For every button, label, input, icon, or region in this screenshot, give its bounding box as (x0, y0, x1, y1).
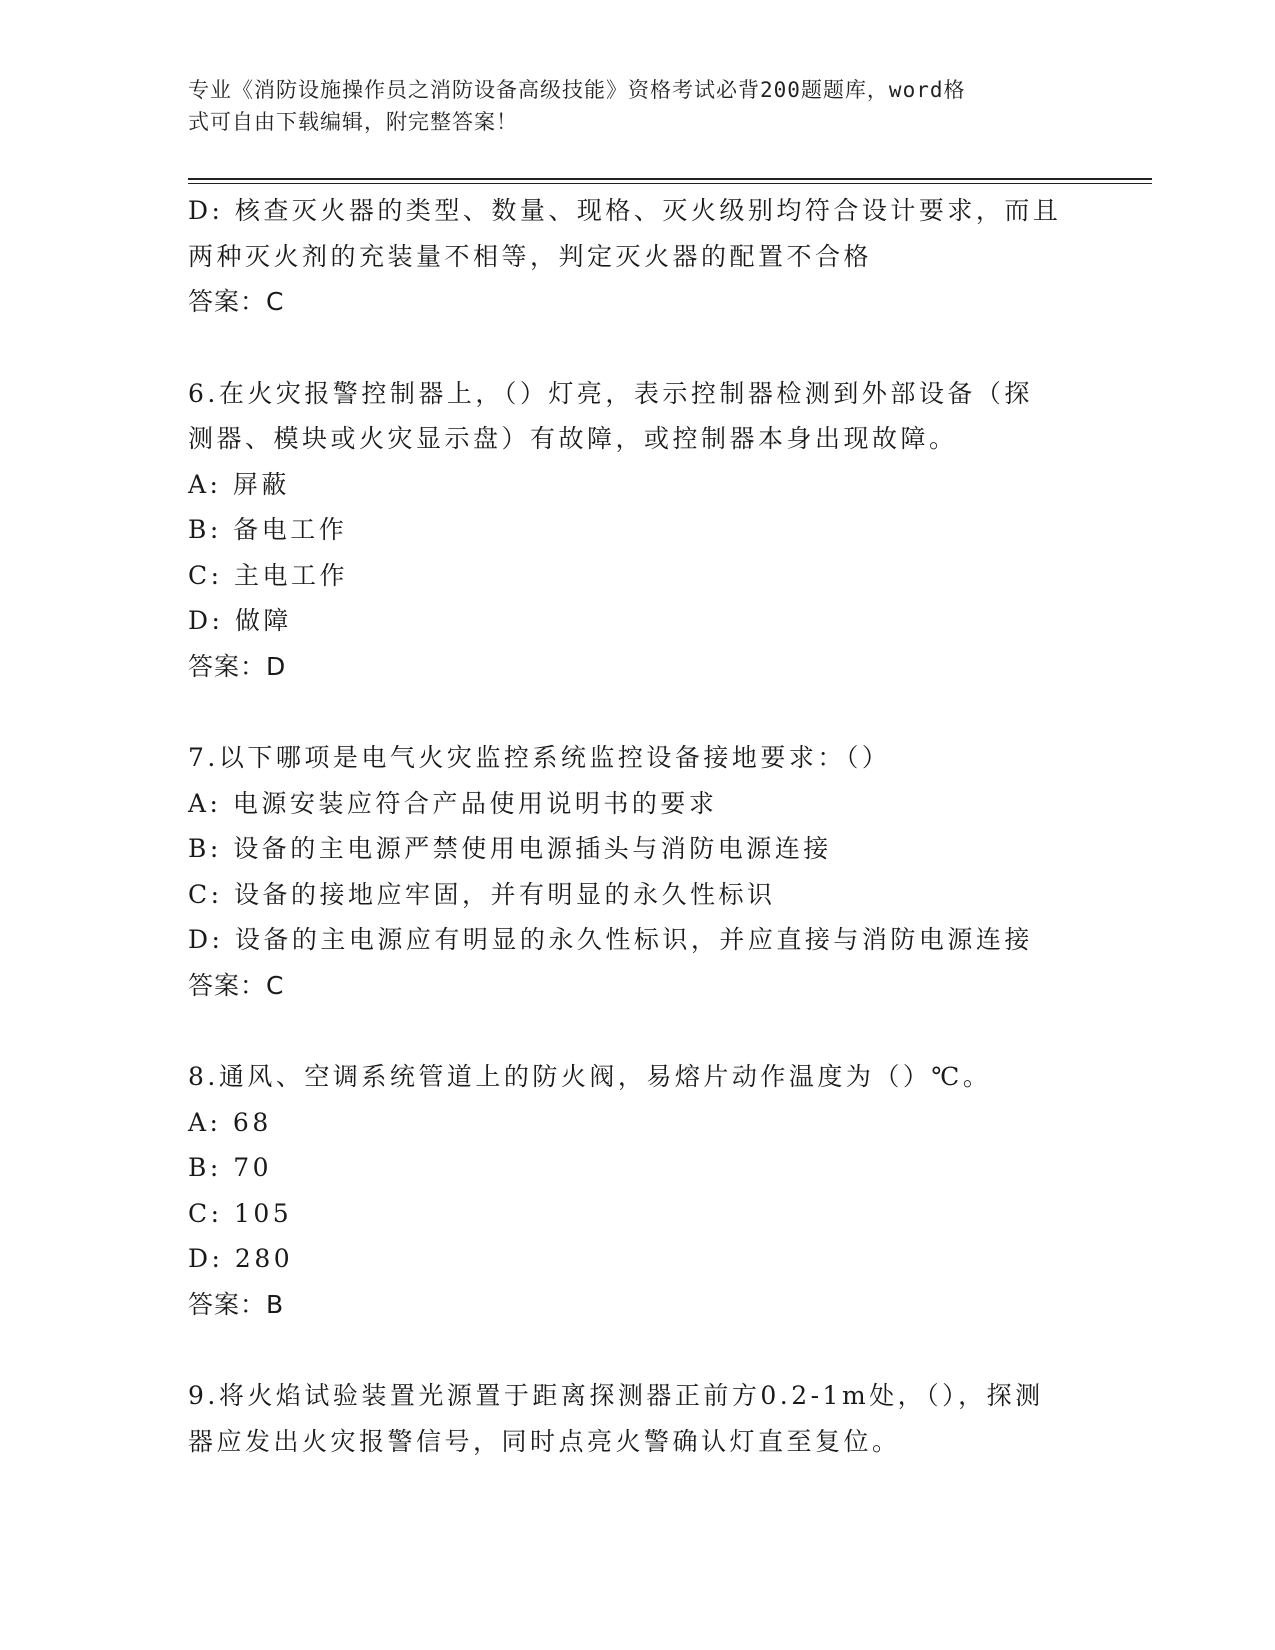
option-b: B: 设备的主电源严禁使用电源插头与消防电源连接 (188, 834, 832, 863)
option-a: A: 68 (188, 1107, 272, 1137)
answer: 答案：D (188, 651, 287, 681)
header-line-2: 式可自由下载编辑，附完整答案！ (188, 110, 518, 134)
option-d: D: 280 (188, 1244, 294, 1273)
header-divider-thin (188, 183, 1152, 184)
question-7 (188, 735, 1088, 1008)
spacer (188, 689, 1088, 735)
option-c: C: 105 (188, 1198, 293, 1228)
header-divider-thick (188, 178, 1152, 180)
option-d: D: 设备的主电源应有明显的永久性标识，并应直接与消防电源连接 (188, 925, 1033, 954)
spacer (188, 1327, 1088, 1373)
question-stem: 9.将火焰试验装置光源置于距离探测器正前方0.2-1m处，（），探测 (188, 1381, 1044, 1410)
question-stem: 8.通风、空调系统管道上的防火阀，易熔片动作温度为（）℃。 (188, 1062, 992, 1091)
spacer (188, 1008, 1088, 1054)
option-b: B: 70 (188, 1153, 273, 1182)
option-d-continued: 两种灭火剂的充装量不相等，判定灭火器的配置不合格 (188, 241, 873, 271)
question-6 (188, 371, 1088, 690)
option-c: C: 设备的接地应牢固，并有明显的永久性标识 (188, 879, 776, 909)
option-d: D: 核查灭火器的类型、数量、现格、灭火级别均符合设计要求，而且 (188, 196, 1062, 225)
question-list (188, 188, 1088, 1464)
answer: 答案：C (188, 970, 285, 1000)
question-stem-continued: 测器、模块或火灾显示盘）有故障，或控制器本身出现故障。 (188, 424, 958, 453)
question-9 (188, 1373, 1088, 1464)
spacer (188, 325, 1088, 371)
option-c: C: 主电工作 (188, 560, 348, 590)
question-stem-continued: 器应发出火灾报警信号，同时点亮火警确认灯直至复位。 (188, 1426, 901, 1456)
option-a: A: 屏蔽 (188, 469, 290, 499)
header-line-1: 专业《消防设施操作员之消防设备高级技能》资格考试必背200题题库，word格 (188, 78, 966, 102)
question-stem: 6.在火灾报警控制器上，（）灯亮，表示控制器检测到外部设备（探 (188, 378, 1033, 408)
question-stem: 7.以下哪项是电气火灾监控系统监控设备接地要求：（） (188, 743, 891, 772)
answer: 答案：B (188, 1289, 285, 1319)
page-header (188, 74, 1068, 138)
question-8 (188, 1054, 1088, 1327)
option-d: D: 做障 (188, 606, 292, 635)
option-b: B: 备电工作 (188, 515, 348, 544)
answer: 答案：C (188, 287, 285, 316)
option-a: A: 电源安装应符合产品使用说明书的要求 (188, 788, 718, 818)
question-5-tail (188, 188, 1088, 325)
